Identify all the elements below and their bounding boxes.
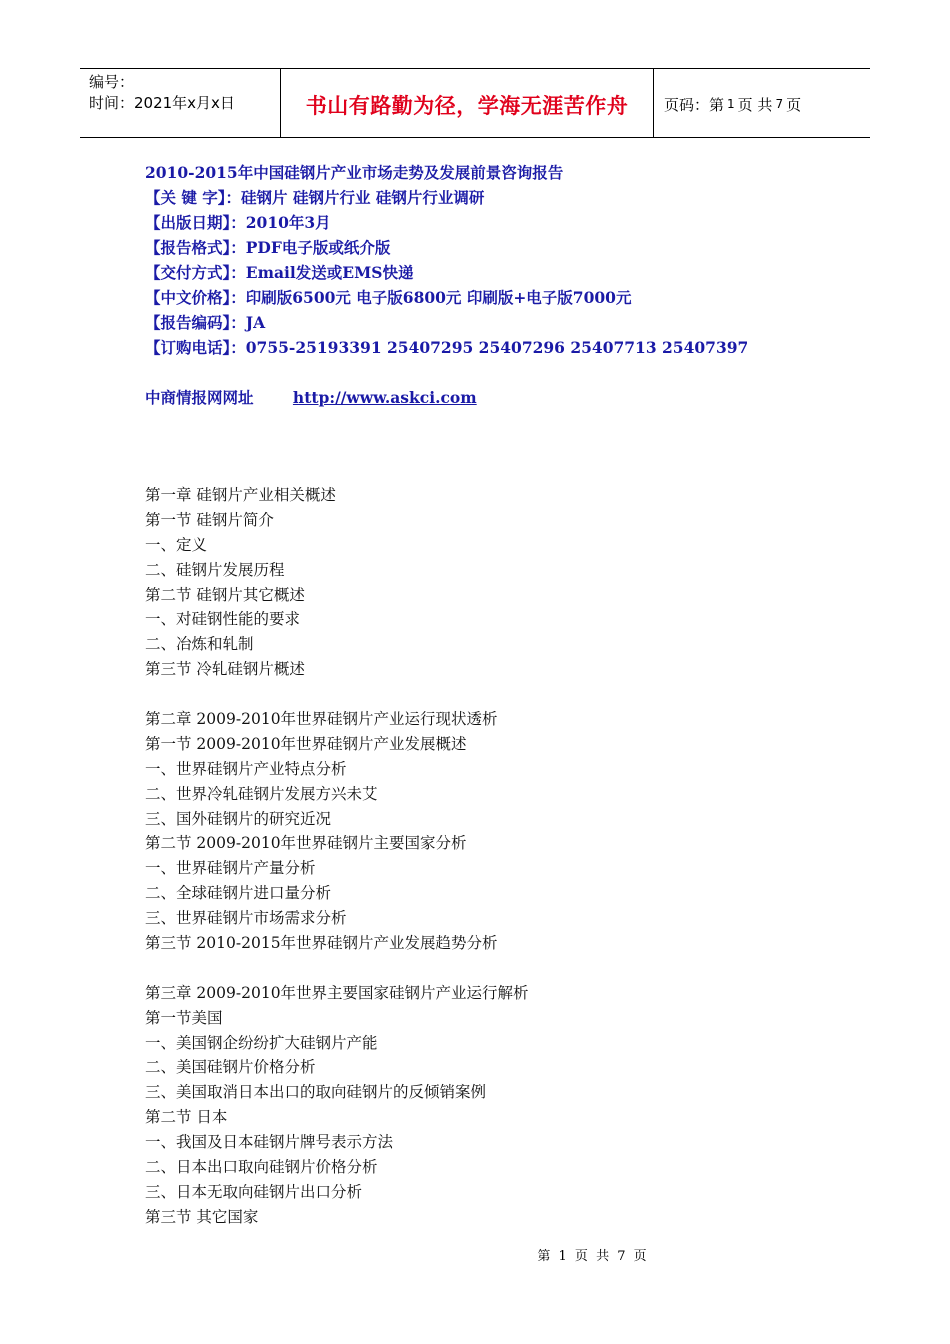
report-phone: 【订购电话】：0755-25193391 25407295 25407296 25407713 25407397 [145, 338, 749, 357]
toc-line: 一、美国钢企纷纷扩大硅钢片产能 [145, 1033, 378, 1052]
page-number: 1 [727, 97, 735, 111]
toc-line: 第一节美国 [145, 1008, 223, 1027]
toc-chapter-1 [145, 483, 529, 682]
site-label: 中商情报网网址 [145, 388, 254, 407]
toc-gap [145, 682, 529, 707]
toc-line: 一、定义 [145, 535, 208, 554]
document-header [80, 68, 870, 138]
toc-line: 一、我国及日本硅钢片牌号表示方法 [145, 1133, 394, 1152]
toc-line: 三、日本无取向硅钢片出口分析 [145, 1182, 363, 1201]
report-meta [145, 160, 748, 410]
toc-line: 三、世界硅钢片市场需求分析 [145, 909, 347, 928]
site-row [145, 385, 748, 410]
toc-line: 第一章 硅钢片产业相关概述 [145, 486, 336, 504]
toc-line: 第二节 日本 [145, 1108, 228, 1127]
toc-line: 第三节 2010-2015年世界硅钢片产业发展趋势分析 [145, 934, 498, 953]
page-label: 页码：第 [664, 95, 725, 114]
toc-line: 二、世界冷轧硅钢片发展方兴未艾 [145, 784, 378, 803]
footer-page-number: 1 [558, 1249, 567, 1264]
report-format: 【报告格式】：PDF电子版或纸介版 [145, 238, 391, 257]
toc-line: 第三节 冷轧硅钢片概述 [145, 660, 305, 679]
toc-line: 二、冶炼和轧制 [145, 635, 254, 654]
page-total: 7 [775, 97, 784, 111]
toc-line: 二、硅钢片发展历程 [145, 560, 285, 579]
toc-line: 三、美国取消日本出口的取向硅钢片的反倾销案例 [145, 1083, 487, 1102]
toc-line: 二、全球硅钢片进口量分析 [145, 884, 332, 903]
footer-word: 页 [633, 1249, 647, 1264]
report-keywords: 【关 键 字】：硅钢片 硅钢片行业 硅钢片行业调研 [145, 188, 485, 207]
toc-chapter-3 [145, 981, 529, 1230]
toc-line: 第二节 硅钢片其它概述 [145, 585, 305, 604]
toc-line: 第二节 2009-2010年世界硅钢片主要国家分析 [145, 834, 467, 853]
toc-line: 第一节 2009-2010年世界硅钢片产业发展概述 [145, 734, 467, 753]
toc-chapter-2 [145, 707, 529, 956]
report-date: 【出版日期】：2010年3月 [145, 213, 331, 232]
header-page-info [654, 69, 870, 137]
footer-word: 共 [596, 1249, 610, 1264]
header-motto: 书山有路勤为径，学海无涯苦作舟 [281, 69, 654, 137]
toc-line: 二、日本出口取向硅钢片价格分析 [145, 1158, 378, 1177]
toc-line: 第三章 2009-2010年世界主要国家硅钢片产业运行解析 [145, 983, 529, 1002]
toc-line: 一、世界硅钢片产量分析 [145, 859, 316, 878]
page-end: 页 [786, 95, 802, 114]
footer-word: 第 [537, 1249, 551, 1264]
serial-label: 编号： [89, 73, 135, 91]
time-label: 时间：2021年x月x日 [89, 94, 235, 112]
footer-page-total: 7 [617, 1249, 626, 1264]
toc-line: 一、对硅钢性能的要求 [145, 610, 301, 629]
toc-line: 第一节 硅钢片简介 [145, 510, 274, 529]
header-info-cell [80, 69, 281, 137]
report-title: 2010-2015年中国硅钢片产业市场走势及发展前景咨询报告 [145, 163, 564, 182]
page-footer [0, 1245, 950, 1264]
toc-line: 一、世界硅钢片产业特点分析 [145, 759, 347, 778]
toc-line: 三、国外硅钢片的研究近况 [145, 809, 332, 828]
toc-gap [145, 956, 529, 981]
page-mid: 页 共 [737, 95, 773, 114]
toc-line: 二、美国硅钢片价格分析 [145, 1058, 316, 1077]
table-of-contents [145, 483, 529, 1230]
report-price: 【中文价格】：印刷版6500元 电子版6800元 印刷版+电子版7000元 [145, 288, 632, 307]
footer-word: 页 [574, 1249, 588, 1264]
report-code: 【报告编码】：JA [145, 313, 266, 332]
toc-line: 第三节 其它国家 [145, 1207, 259, 1226]
report-delivery: 【交付方式】：Email发送或EMS快递 [145, 263, 414, 282]
toc-line: 第二章 2009-2010年世界硅钢片产业运行现状透析 [145, 710, 498, 729]
site-link[interactable]: http://www.askci.com [292, 388, 477, 407]
